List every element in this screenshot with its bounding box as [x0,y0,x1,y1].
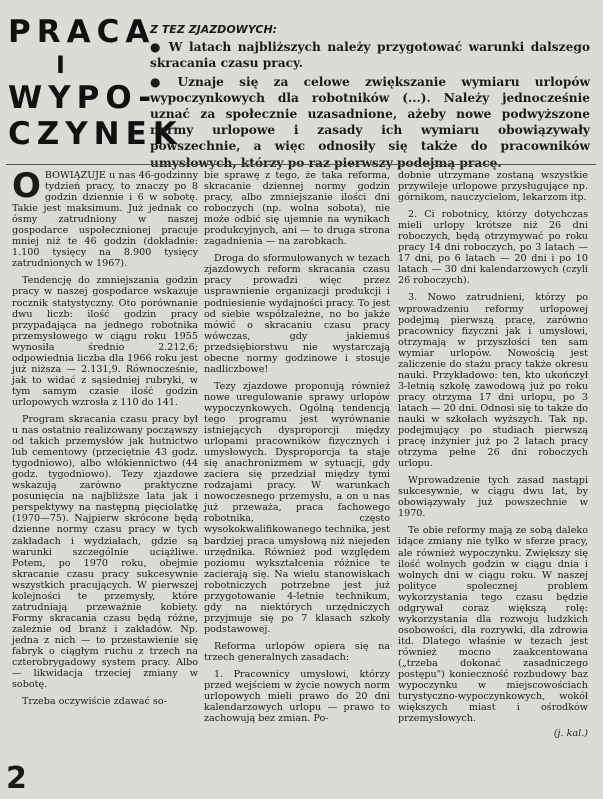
article-paragraph: 2. Ci robotnicy, którzy dotychczas mieli urlopy krótsze niż 26 dni roboczych, będą otrzymywać po roku pracy 14 dni roboczych, po 3 latach — 17 dni, po 6 latach — 20 dni i po 10 latach — 30 dni kalendarzowych (czyli 26 roboczych). [398,209,588,287]
masthead-line-czynek: CZYNEK [8,116,183,152]
page-number: 2 [6,761,27,796]
congress-bullet-1 [150,39,590,71]
masthead-line-praca: PRACA [8,14,156,50]
section-masthead [8,14,183,152]
article-column-2 [204,170,390,724]
article-paragraph: Wprowadzenie tych zasad nastąpi sukcesywnie, w ciągu dwu lat, by obowiązywały już powszechnie w 1970. [398,475,588,520]
bullet-icon: ● [150,74,172,89]
article-paragraph: Tendencję do zmniejszania godzin pracy w naszej gospodarce wskazuje rocznik statystyczny. Oto porównanie dwu liczb: ilość godzin pracy przypadająca na jednego robotnika przemysłowego w ciągu roku 1955 wynosiła średnio 2.212,6; odpowiednia liczba dla 1966 roku jest już niższa — 2.131,9. Równocześnie, jak to widać z sąsiedniej rubryki, w tym samym czasie ilość godzin urlopowych wzrosła z 110 do 141. [12,275,198,408]
article-paragraph: Reforma urlopów opiera się na trzech generalnych zasadach: [204,640,390,663]
article-paragraph: Droga do sformułowanych w tezach zjazdowych reform skracania czasu pracy prowadzi więc przez usprawnienie organizacji produkcji i podniesienie wydajności pracy. To jest od siebie współzależne, no bo jakże mówić o skracaniu czasu pracy wówczas, gdy jakiemuś przedsiębiorstwu nie wystarczają obecne normy godzinowe i stosuje nadliczbowe! [204,253,390,375]
bullet-icon: ● [150,40,163,55]
article-paragraph: 3. Nowo zatrudnieni, którzy po wprowadzeniu reformy urlopowej podejmą pierwszą pracę, zarówno pracownicy fizyczni jak i umysłowi, otrzymają w przyszłości ten sam wymiar urlopów. Nowością jest zaliczenie do stażu pracy także okresu nauki. Przykładowo: ten, kto ukończył 3-letnią szkołę zawodową już po roku pracy otrzyma 17 dni urlopu, po 3 latach — 20 dni. Odnosi się to także do nauki w szkołach wyższych. Tak np. podejmujący po studiach pierwszą pracę inżynier już po 2 latach pracy otrzyma pełne 26 dni roboczych urlopu. [398,292,588,470]
article-paragraph-text: BOWIĄZUJE u nas 46-godzinny tydzień pracy, to znaczy po 8 godzin dziennie i 6 w sobotę. Takie jest maksimum. Już jednak co ósmy zatrudniony w naszej gospodarce uspołecznionej pracuje mniej niż te 46 godzin (dokładnie: 1.100 tysięcy na 8.900 tysięcy zatrudnionych w 1967). [12,170,198,270]
congress-bullet-1-text: W latach najbliższych należy przygotować warunki dalszego skracania czasu pracy. [150,40,590,71]
article-paragraph: Te obie reformy mają ze sobą daleko idące zmiany nie tylko w sferze pracy, ale również wypoczynku. Zwiększy się ilość wolnych godzin w ciągu dnia i wolnych dni w ciągu roku. W naszej polityce społecznej problem wykorzystania tego czasu będzie odgrywał coraz większą rolę: wykorzystania dla rozwoju ludzkich osobowości, dla rozrywki, dla zdrowia itd. Dlatego właśnie w tezach jest również mocno zaakcentowana („trzeba dokonać zasadniczego postępu") konieczność rozbudowy baz wypoczynku w miejscowościach turystyczno-wypoczynkowych, wokół większych miast i ośrodków przemysłowych. [398,525,588,725]
drop-cap: O [12,166,41,206]
article-paragraph [12,166,198,270]
section-divider [6,164,596,165]
masthead-line-wypo: WYPO- [8,80,158,116]
article-column-1 [12,166,198,708]
article-column-3 [398,170,588,739]
congress-heading: Z TEZ ZJAZDOWYCH: [150,23,278,36]
congress-theses-block [150,22,590,173]
masthead-line-i: I [56,51,71,79]
article-paragraph: Trzeba oczywiście zdawać so- [22,696,167,708]
congress-bullet-2-text: Uznaje się za celowe zwiększanie wymiaru urlopów wypoczynkowych dla robotników (...). Należy jednocześnie uznać za społecznie uzasadnione, ażeby nowe podwyższone normy urlopowe i zasady ich wymiaru obowiązywały powszechnie, a więc odnosiły się także do pracowników umysłowych, którzy po raz pierwszy podejmą pracę. [150,74,590,170]
article-paragraph: Program skracania czasu pracy był u nas ostatnio realizowany począwszy od takich przemysłów jak hutnictwo lub cementowy (przeciętnie 43 godz. tygodniowo), albo włókiennictwo (44 godz. tygodniowo). Tezy zjazdowe wskazują zarówno praktyczne posunięcia na najbliższe lata jak i perspektywy na następną pięciolatkę (1970—75). Najpierw skrócone będą dzienne normy czasu pracy w tych zakładach i wydziałach, gdzie są warunki szczególnie uciążliwe. Potem, po 1970 roku, obejmie skracanie czasu pracy sukcesywnie wszystkich pracujących. W pierwszej kolejności te przemysły, które zatrudniają przeważnie kobiety. Formy skracania czasu będą różne, zależnie od branż i zakładów. Np. jedna z nich — to przestawienie się fabryk o ciągłym ruchu z trzech na czterobrygadowy system pracy. Albo — likwidacja trzeciej zmiany w sobotę. [12,413,198,691]
article-paragraph: bie sprawę z tego, że taka reforma, skracanie dziennej normy godzin pracy, albo zmniejszanie ilości dni roboczych (np. wolna sobota), nie może odbić się ujemnie na wynikach produkcyjnych, ani — to druga strona zagadnienia — na zarobkach. [204,170,390,248]
author-signature: (j. kal.) [553,728,588,740]
article-paragraph: dobnie utrzymane zostaną wszystkie przywileje urlopowe przysługujące np. górnikom, nauczycielom, lekarzom itp. [398,170,588,204]
congress-bullet-2 [150,74,590,171]
article-paragraph: 1. Pracownicy umysłowi, którzy przed wejściem w życie nowych norm urlopowych mieli prawo do 20 dni kalendarzowych urlopu — prawo to zachowują bez zmian. Po- [204,669,390,725]
article-paragraph: Tezy zjazdowe proponują również nowe uregulowanie sprawy urlopów wypoczynkowych. Ogólną tendencją tego programu jest wyrównanie istniejących dysproporcji między urlopami pracowników fizycznych i umysłowych. Dysproporcja ta staje się anachronizmem w sytuacji, gdy zaciera się przedział między tymi rodzajami pracy. W warunkach nowoczesnego przemysłu, a on u nas już przeważa, praca fachowego robotnika, często wysokokwalifikowanego technika, jest bardziej praca umysłową niż niejeden urzędnika. Również pod względem poziomu wykształcenia różnice te zacierają się. Na wielu stanowiskach robotniczych potrzebne jest już przygotowanie 4-letnie technikum, gdy na niektórych urzędniczych przyjmuje się po 7 klasach szkoły podstawowej. [204,380,390,635]
